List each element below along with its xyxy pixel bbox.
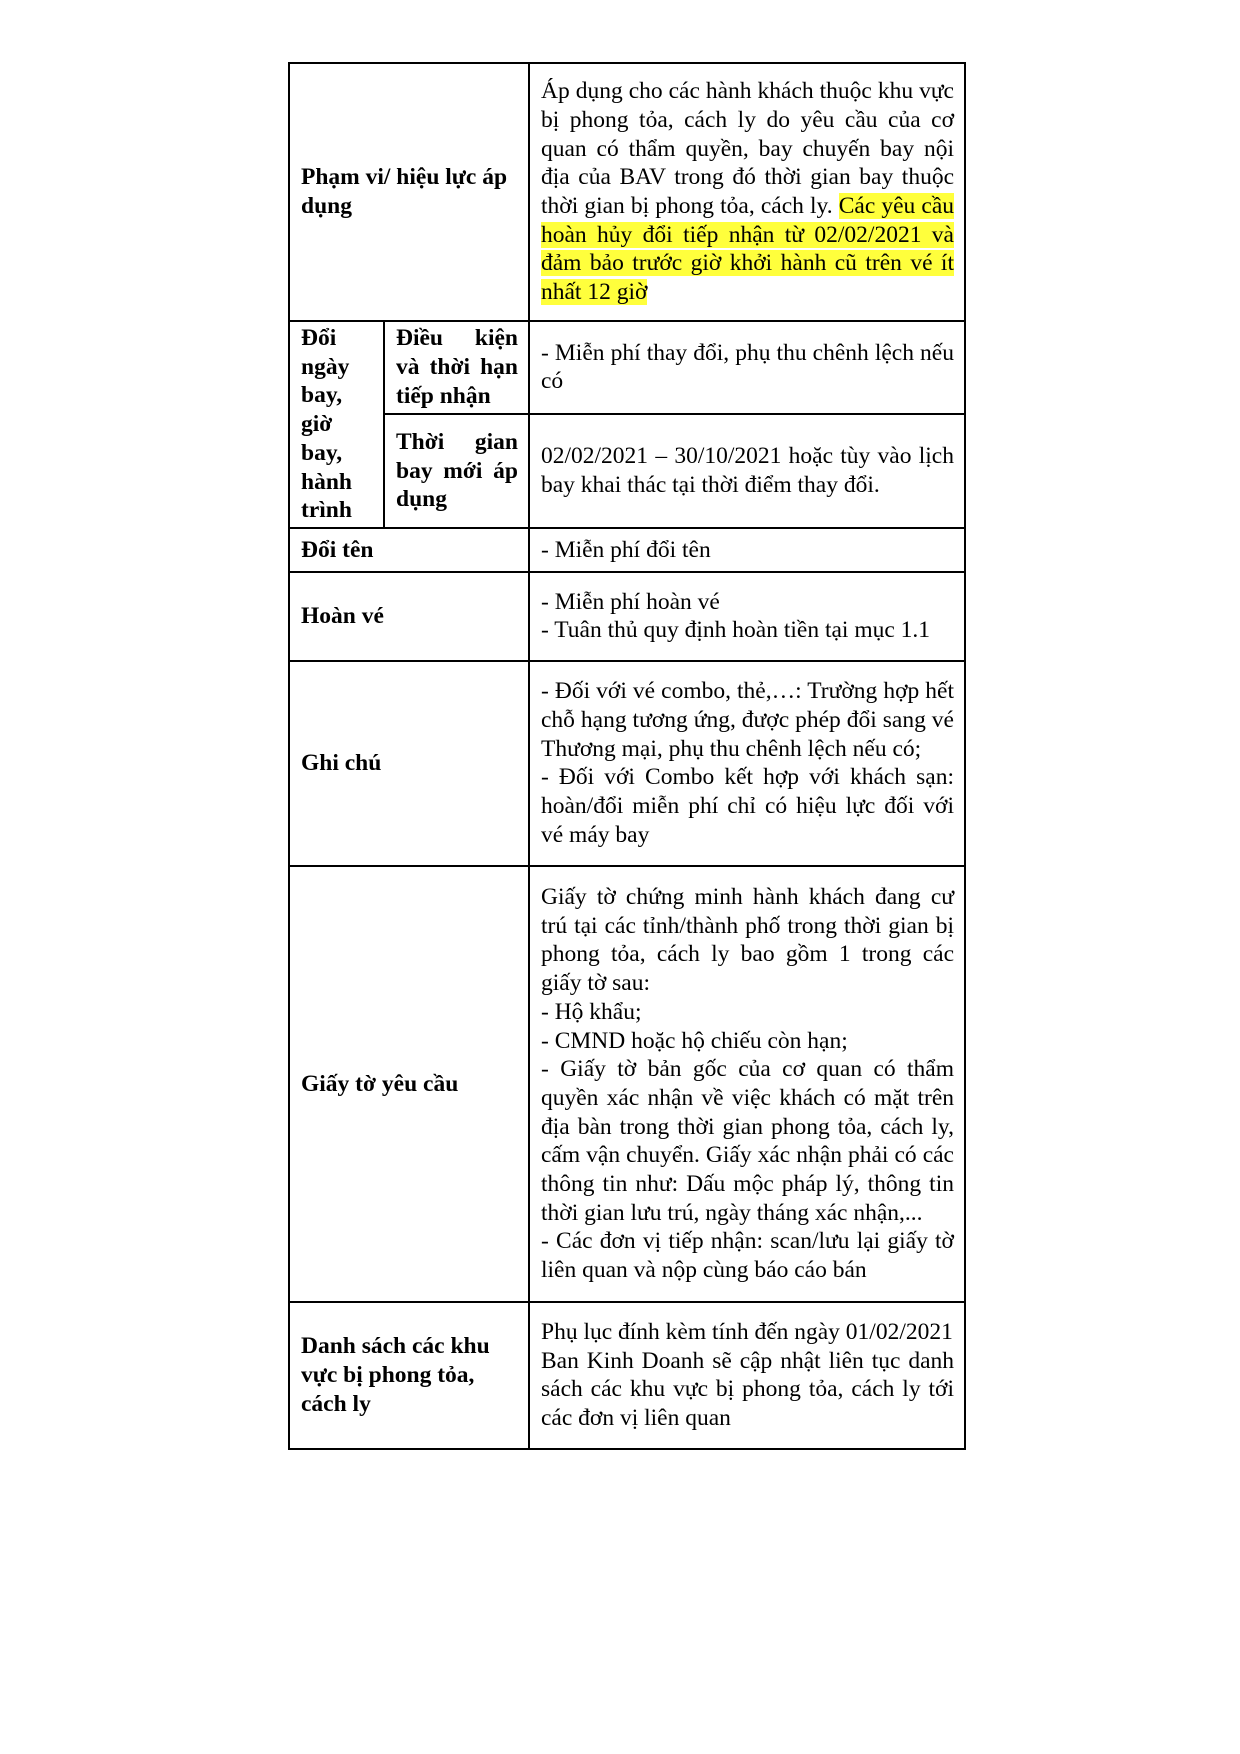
documents-value xyxy=(529,866,965,1302)
refund-value xyxy=(529,572,965,661)
row-change-conditions xyxy=(289,321,965,414)
row-rename xyxy=(289,528,965,572)
documents-line: - Giấy tờ bản gốc của cơ quan có thẩm quyền xác nhận về việc khách có mặt trên địa bàn trong thời gian phong tỏa, cách ly, cấm vận chuyển. Giấy xác nhận phải có các thông tin như: Dấu mộc pháp lý, thông tin thời gian lưu trú, ngày tháng xác nhận,... xyxy=(541,1056,954,1226)
rename-label: Đổi tên xyxy=(289,528,529,572)
areas-value xyxy=(529,1302,965,1449)
change-period-label: Thời gian bay mới áp dụng xyxy=(384,414,529,528)
row-refund xyxy=(289,572,965,661)
change-conditions-label: Điều kiện và thời hạn tiếp nhận xyxy=(384,321,529,414)
scope-text: Áp dụng cho các hành khách thuộc khu vực bị phong tỏa, cách ly do yêu cầu của cơ quan có thẩm quyền, bay chuyến bay nội địa của BAV trong đó thời gian bay thuộc thời gian bị phong tỏa, cách ly. xyxy=(541,78,954,219)
notes-line: - Đối với vé combo, thẻ,…: Trường hợp hết chỗ hạng tương ứng, được phép đổi sang vé Thương mại, phụ thu chênh lệch nếu có; xyxy=(541,678,954,762)
notes-label: Ghi chú xyxy=(289,661,529,866)
refund-line: - Tuân thủ quy định hoàn tiền tại mục 1.1 xyxy=(541,617,931,644)
documents-label: Giấy tờ yêu cầu xyxy=(289,866,529,1302)
row-areas xyxy=(289,1302,965,1449)
row-documents xyxy=(289,866,965,1302)
scope-value xyxy=(529,63,965,321)
row-scope xyxy=(289,63,965,321)
areas-line: Phụ lục đính kèm tính đến ngày 01/02/2021 xyxy=(541,1319,953,1346)
documents-line: - Các đơn vị tiếp nhận: scan/lưu lại giấy tờ liên quan và nộp cùng báo cáo bán xyxy=(541,1228,954,1284)
documents-line: - CMND hoặc hộ chiếu còn hạn; xyxy=(541,1027,848,1054)
documents-line: - Hộ khẩu; xyxy=(541,998,642,1025)
refund-label: Hoàn vé xyxy=(289,572,529,661)
notes-value xyxy=(529,661,965,866)
change-conditions-value: - Miễn phí thay đổi, phụ thu chênh lệch nếu có xyxy=(529,321,965,414)
change-label: Đổi ngày bay, giờ bay, hành trình xyxy=(289,321,384,528)
policy-table xyxy=(288,62,966,1450)
areas-label: Danh sách các khu vực bị phong tỏa, cách ly xyxy=(289,1302,529,1449)
notes-line: - Đối với Combo kết hợp với khách sạn: hoàn/đổi miễn phí chỉ có hiệu lực đối với vé máy bay xyxy=(541,764,954,848)
change-period-value: 02/02/2021 – 30/10/2021 hoặc tùy vào lịch bay khai thác tại thời điểm thay đổi. xyxy=(529,414,965,528)
areas-line: Ban Kinh Doanh sẽ cập nhật liên tục danh sách các khu vực bị phong tỏa, cách ly tới các đơn vị liên quan xyxy=(541,1347,954,1432)
scope-highlight: Các yêu cầu hoàn hủy đổi tiếp nhận từ 02/02/2021 và đảm bảo trước giờ khởi hành cũ trên vé ít nhất 12 giờ xyxy=(541,193,955,306)
refund-line: - Miễn phí hoàn vé xyxy=(541,588,720,615)
row-change-period xyxy=(289,414,965,528)
row-notes xyxy=(289,661,965,866)
scope-label: Phạm vi/ hiệu lực áp dụng xyxy=(289,63,529,321)
rename-value: - Miễn phí đổi tên xyxy=(529,528,965,572)
documents-line: Giấy tờ chứng minh hành khách đang cư trú tại các tỉnh/thành phố trong thời gian bị phong tỏa, cách ly bao gồm 1 trong các giấy tờ sau: xyxy=(541,884,954,997)
